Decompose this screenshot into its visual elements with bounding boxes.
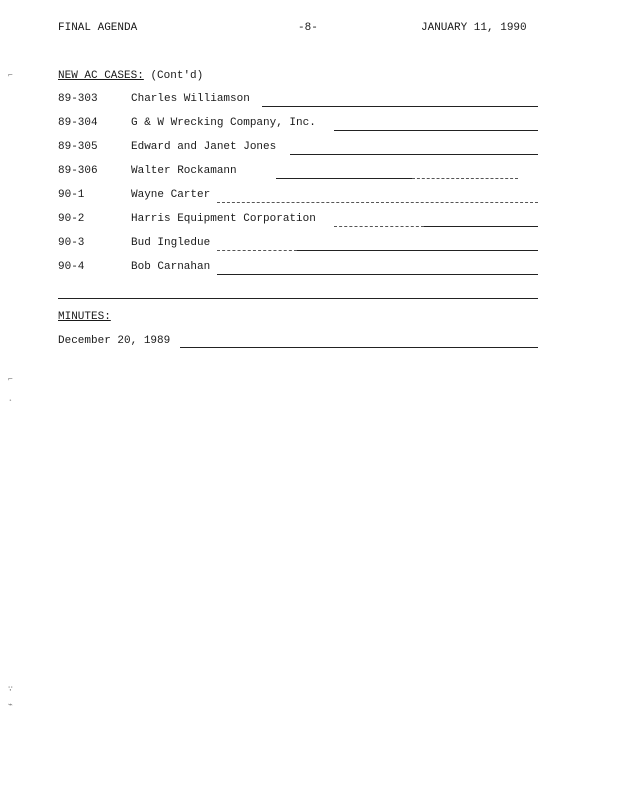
case-row: [58, 213, 538, 227]
page-number: -8-: [298, 22, 318, 34]
case-number: 89-303: [58, 93, 98, 105]
signature-line: [217, 250, 297, 251]
section-divider: [58, 298, 538, 299]
case-row: [58, 93, 538, 107]
signature-line: [180, 347, 538, 348]
case-name: Walter Rockamann: [131, 165, 237, 177]
header-date: JANUARY 11, 1990: [421, 22, 527, 34]
scan-mark: ⌐: [8, 375, 13, 384]
signature-line: [334, 226, 424, 227]
case-row: [58, 117, 538, 131]
case-number: 89-305: [58, 141, 98, 153]
case-row: [58, 261, 538, 275]
case-name: G & W Wrecking Company, Inc.: [131, 117, 316, 129]
signature-line: [217, 202, 538, 203]
scan-mark: ⌁: [8, 701, 13, 710]
case-number: 90-3: [58, 237, 85, 249]
case-number: 90-2: [58, 213, 85, 225]
signature-line: [217, 274, 538, 275]
section-heading: [58, 69, 203, 83]
scan-mark: ∵: [8, 685, 13, 694]
case-number: 89-304: [58, 117, 98, 129]
case-row: [58, 165, 538, 179]
case-name: Bud Ingledue: [131, 237, 211, 249]
signature-line: [334, 130, 538, 131]
case-name: Harris Equipment Corporation: [131, 213, 316, 225]
case-number: 89-306: [58, 165, 98, 177]
section-heading-suffix: (Cont'd): [150, 70, 204, 82]
case-row: [58, 237, 538, 251]
signature-line: [290, 154, 538, 155]
case-row: [58, 189, 538, 203]
case-name: Edward and Janet Jones: [131, 141, 277, 153]
scan-mark: ⌐: [8, 71, 13, 80]
case-name: Bob Carnahan: [131, 261, 211, 273]
section-heading-label: NEW AC CASES:: [58, 70, 144, 82]
header-left: FINAL AGENDA: [58, 22, 138, 34]
signature-line: [297, 250, 538, 251]
case-row: [58, 141, 538, 155]
case-number: 90-1: [58, 189, 85, 201]
minutes-entry: December 20, 1989: [58, 335, 171, 347]
case-name: Charles Williamson: [131, 93, 250, 105]
case-name: Wayne Carter: [131, 189, 211, 201]
case-number: 90-4: [58, 261, 85, 273]
scan-mark: ˛: [8, 393, 13, 402]
minutes-heading: MINUTES:: [58, 311, 111, 323]
signature-line: [276, 178, 412, 179]
signature-line: [262, 106, 538, 107]
signature-line: [412, 178, 518, 179]
signature-line: [424, 226, 538, 227]
